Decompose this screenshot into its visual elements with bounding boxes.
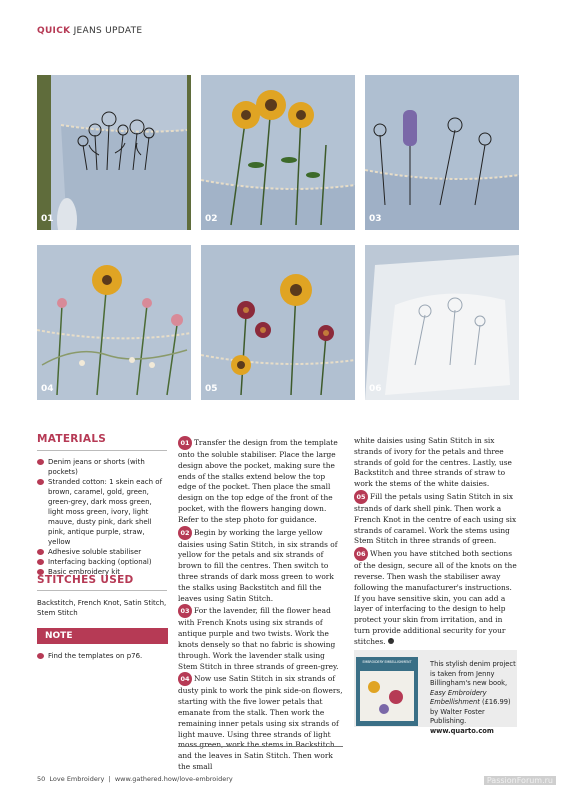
step-06: 06 When you have stitched both sections of the design, secure all of the knots on the reverse. Then wash the stabiliser away following the manufacturer's instructions. If you have sensitive skin, you can add a layer of interfacing to the design to help protect your skin from irritation, and in turn provide additional security for your stitches. bbox=[354, 549, 517, 646]
book-title: Easy Embroidery Embellishment bbox=[430, 688, 487, 706]
step-number: 05 bbox=[354, 490, 368, 504]
photo-06-image bbox=[365, 245, 519, 400]
footer-separator: | bbox=[108, 775, 111, 783]
step-05: 05 Fill the petals using Satin Stitch in six strands of dark shell pink. Then work a French Knot in the centre of each using six strands of caramel. Work the stems using Stem Stitch in three strands of green. bbox=[354, 491, 517, 546]
photo-number: 06 bbox=[369, 384, 382, 394]
step-photo-06 bbox=[365, 245, 519, 400]
book-cover-image bbox=[356, 657, 418, 726]
page-number: 50 bbox=[37, 775, 46, 783]
list-item: Stranded cotton: 1 skein each of brown, caramel, gold, green, green-grey, dark moss green, light moss green, ivory, light mauve, dusty pink, dark shell pink, antique purple, straw, yellow bbox=[37, 477, 165, 547]
photo-number: 02 bbox=[205, 214, 218, 224]
book-description: This stylish denim project is taken from Jenny Billingham's new book, Easy Embroidery Embellishment (£16.99) by Walter Foster Publishing. www.quarto.com bbox=[430, 660, 516, 735]
photo-number: 05 bbox=[205, 384, 218, 394]
end-icon bbox=[388, 638, 394, 644]
photo-05-image bbox=[201, 245, 355, 400]
book-cover bbox=[356, 657, 418, 726]
list-item: Interfacing backing (optional) bbox=[37, 557, 165, 567]
instructions-column-1 bbox=[178, 436, 343, 773]
instructions-column-2 bbox=[354, 436, 519, 648]
step-number: 01 bbox=[178, 436, 192, 450]
section-header bbox=[37, 26, 142, 36]
step-photo-03 bbox=[365, 75, 519, 230]
note-text: Find the templates on p76. bbox=[37, 652, 168, 660]
divider bbox=[37, 450, 167, 451]
step-number: 03 bbox=[178, 604, 192, 618]
step-photo-04 bbox=[37, 245, 191, 400]
step-02: 02 Begin by working the large yellow daisies using Satin Stitch, in six strands of yellow for the petals and six strands of brown to fill the centres. Then switch to three strands of dark moss green to work the stalks using Backstitch and fill the leaves using Satin Stitch. bbox=[178, 527, 338, 603]
divider bbox=[178, 746, 343, 747]
bullet-icon bbox=[37, 549, 44, 555]
publisher-link[interactable]: www.quarto.com bbox=[430, 726, 494, 735]
materials-title: MATERIALS bbox=[37, 433, 107, 445]
step-number: 04 bbox=[178, 672, 192, 686]
step-03: 03 For the lavender, fill the flower head with French Knots using six strands of antique purple and two twists. Work the knots densely so that no fabric is showing through. Work the lavender stalk using Stem Stitch in three strands of green-grey. bbox=[178, 606, 339, 671]
step-01: 01 Transfer the design from the template onto the soluble stabiliser. Place the large design above the pocket, making sure the ends of the stalks extend below the top edge of the pocket. Then place the small design on the top edge of the front of the pocket, with the flowers hanging down. Refer to the step photo for guidance. bbox=[178, 438, 338, 524]
magazine-name: Love Embroidery bbox=[49, 775, 105, 783]
list-item: Adhesive soluble stabiliser bbox=[37, 547, 165, 557]
step-number: 02 bbox=[178, 526, 192, 540]
photo-01-image bbox=[37, 75, 191, 230]
step-photo-02 bbox=[201, 75, 355, 230]
list-item: Denim jeans or shorts (with pockets) bbox=[37, 457, 165, 477]
note-title: NOTE bbox=[37, 628, 168, 644]
photo-number: 03 bbox=[369, 214, 382, 224]
photo-03-image bbox=[365, 75, 519, 230]
materials-list bbox=[37, 457, 165, 577]
book-cover-title: EMBROIDERY EMBELLISHMENT bbox=[362, 660, 412, 664]
header-title: JEANS UPDATE bbox=[73, 26, 143, 36]
bullet-icon bbox=[37, 479, 44, 485]
divider bbox=[37, 590, 167, 591]
photo-number: 04 bbox=[41, 384, 54, 394]
bullet-icon bbox=[37, 653, 44, 659]
watermark: PassionForum.ru bbox=[484, 776, 556, 785]
page-footer bbox=[37, 775, 233, 783]
step-number: 06 bbox=[354, 547, 368, 561]
bullet-icon bbox=[37, 559, 44, 565]
list-item: Basic embroidery kit bbox=[37, 567, 165, 577]
step-photo-01 bbox=[37, 75, 191, 230]
photo-04-image bbox=[37, 245, 191, 400]
stitches-text: Backstitch, French Knot, Satin Stitch, Stem Stitch bbox=[37, 599, 167, 617]
photo-number: 01 bbox=[41, 214, 54, 224]
photo-02-image bbox=[201, 75, 355, 230]
step-photo-05 bbox=[201, 245, 355, 400]
stitches-title: STITCHES USED bbox=[37, 574, 134, 586]
header-quick: QUICK bbox=[37, 26, 71, 36]
step-04-part-1: 04 Now use Satin Stitch in six strands of dusty pink to work the pink side-on flowers, starting with the five lower petals that emanate from the stalk. Then work the remaining inner petals using six strands of light mauve. Using three strands of light moss green, work the stems in Backstitch and the leaves in Satin Stitch. Then work the small bbox=[178, 674, 343, 771]
bullet-icon bbox=[37, 459, 44, 465]
step-04-part-2: white daisies using Satin Stitch in six strands of ivory for the petals and three strands of gold for the centres. Lastly, use Backstitch and three strands of straw to work the stems of the white daisies. bbox=[354, 436, 512, 489]
footer-url[interactable]: www.gathered.how/love-embroidery bbox=[114, 775, 233, 783]
